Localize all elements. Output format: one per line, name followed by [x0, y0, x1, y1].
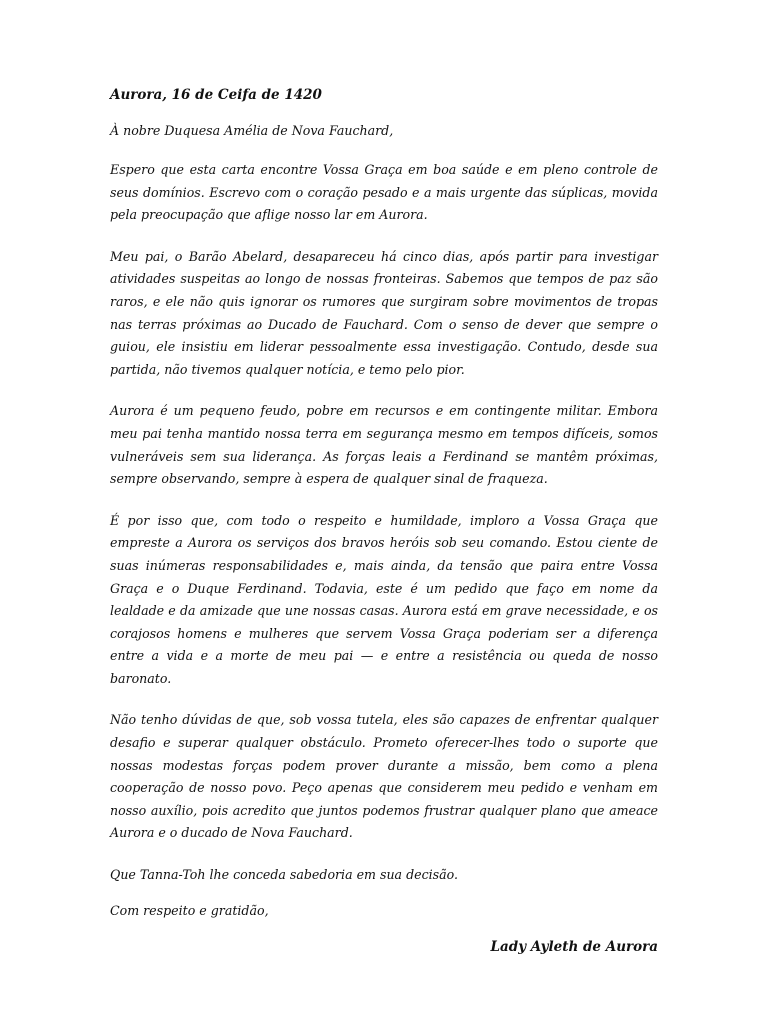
letter-paragraph-4: É por isso que, com todo o respeito e humildade, imploro a Vossa Graça que empreste a Aurora os serviços dos bravos heróis sob seu comando. Estou ciente de suas inúmeras responsabilidades e, mais ainda, da tensão que paira entre Vossa Graça e o Duque Ferdinand. Todavia, este é um pedido que faço em nome da lealdade e da amizade que une nossas casas. Aurora está em grave necessidade, e os corajosos homens e mulheres que servem Vossa Graça poderiam ser a diferença entre a vida e a morte de meu pai — e entre a resistência ou queda de nosso baronato.	[110, 512, 658, 686]
letter-paragraph-2: Meu pai, o Barão Abelard, desapareceu há cinco dias, após partir para investigar atividades suspeitas ao longo de nossas fronteiras. Sabemos que tempos de paz são raros, e ele não quis ignorar os rumores que surgiram sobre movimentos de tropas nas terras próximas ao Ducado de Fauchard. Com o senso de dever que sempre o guiou, ele insistiu em liderar pessoalmente essa investigação. Contudo, desde sua partida, não tivemos qualquer notícia, e temo pelo pior.	[110, 248, 658, 377]
letter-paragraph-1: Espero que esta carta encontre Vossa Graça em boa saúde e em pleno controle de seus domínios. Escrevo com o coração pesado e a mais urgente das súplicas, movida pela preocupação que aflige nosso lar em Aurora.	[110, 162, 658, 223]
letter-dateline: Aurora, 16 de Ceifa de 1420	[110, 87, 322, 103]
letter-closing: Com respeito e gratidão,	[110, 903, 269, 919]
letter-paragraph-3: Aurora é um pequeno feudo, pobre em recursos e em contingente militar. Embora meu pai tenha mantido nossa terra em segurança mesmo em tempos difíceis, somos vulneráveis sem sua liderança. As forças leais a Ferdinand se mantêm próximas, sempre observando, sempre à espera de qualquer sinal de fraqueza.	[110, 403, 658, 487]
letter-salutation: À nobre Duquesa Amélia de Nova Fauchard,	[110, 123, 394, 138]
letter-blessing: Que Tanna-Toh lhe conceda sabedoria em sua decisão.	[110, 867, 458, 883]
letter-paragraph-5: Não tenho dúvidas de que, sob vossa tutela, eles são capazes de enfrentar qualquer desafio e superar qualquer obstáculo. Prometo oferecer-lhes todo o suporte que nossas modestas forças podem prover durante a missão, bem como a plena cooperação de nosso povo. Peço apenas que considerem meu pedido e venham em nosso auxílio, pois acredito que juntos podemos frustrar qualquer plano que ameace Aurora e o ducado de Nova Fauchard.	[110, 712, 658, 841]
letter-signature: Lady Ayleth de Aurora	[490, 939, 658, 956]
letter-body	[110, 84, 658, 958]
